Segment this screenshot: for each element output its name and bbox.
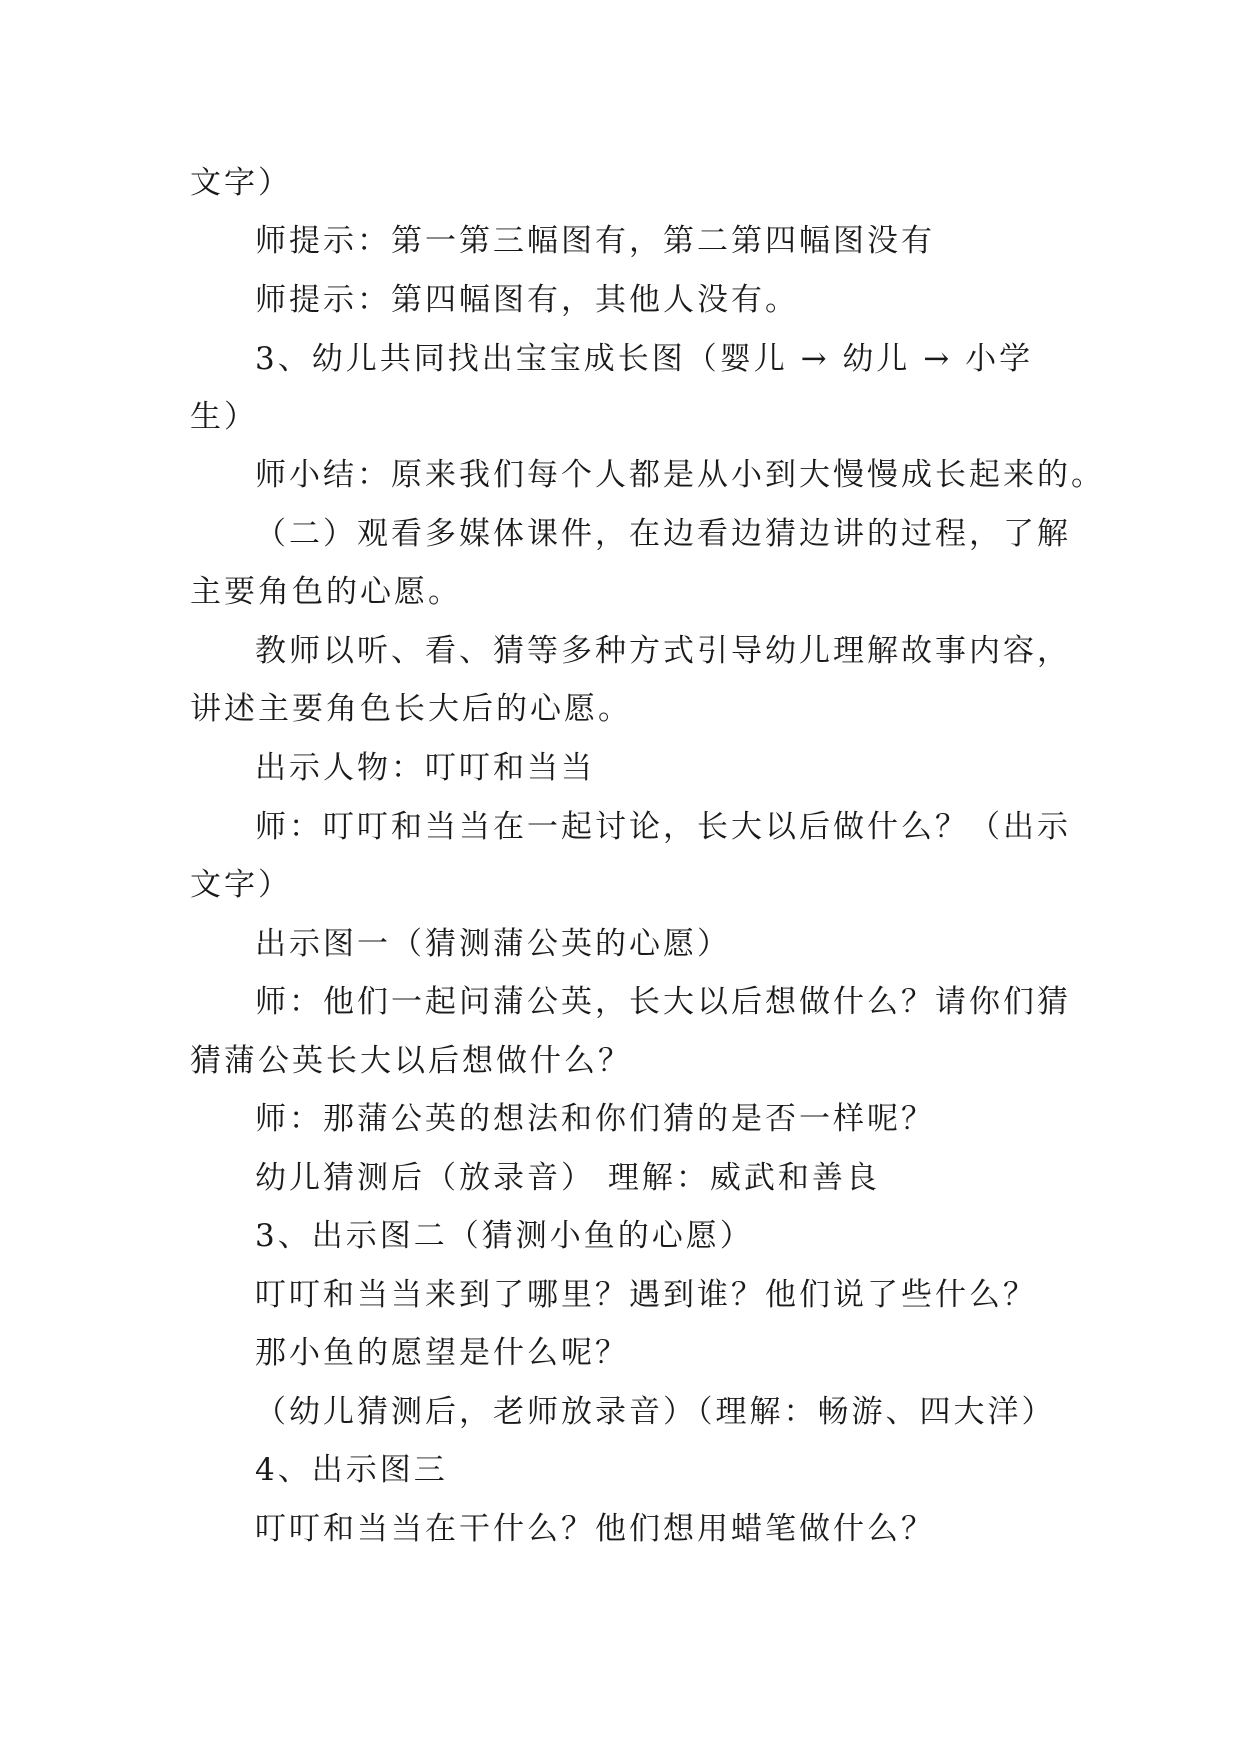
text-line: 4、出示图三 <box>255 1452 448 1488</box>
text-line: 叮叮和当当来到了哪里？遇到谁？他们说了些什么？ <box>255 1277 1037 1313</box>
text-line: 师提示：第四幅图有，其他人没有。 <box>255 282 799 318</box>
text-line: 那小鱼的愿望是什么呢？ <box>255 1335 629 1371</box>
text-line: 幼儿猜测后（放录音） 理解：威武和善良 <box>255 1160 880 1196</box>
text-line: 师：叮叮和当当在一起讨论，长大以后做什么？（出示 <box>255 809 1071 845</box>
text-line: 生） <box>190 399 258 435</box>
text-line: 主要角色的心愿。 <box>190 574 462 610</box>
text-line: 文字） <box>190 867 292 903</box>
text-line: 猜蒲公英长大以后想做什么？ <box>190 1043 632 1079</box>
text-line: 师提示：第一第三幅图有，第二第四幅图没有 <box>255 223 935 259</box>
text-line: 叮叮和当当在干什么？他们想用蜡笔做什么？ <box>255 1511 935 1547</box>
text-line: 3、出示图二（猜测小鱼的心愿） <box>255 1218 754 1254</box>
text-line: 师：那蒲公英的想法和你们猜的是否一样呢？ <box>255 1101 935 1137</box>
text-line: 师：他们一起问蒲公英，长大以后想做什么？请你们猜 <box>255 984 1071 1020</box>
text-line: （幼儿猜测后，老师放录音）（理解：畅游、四大洋） <box>255 1394 1056 1430</box>
text-line: 3、幼儿共同找出宝宝成长图（婴儿 → 幼儿 → 小学 <box>255 341 1034 377</box>
text-line: 文字） <box>190 165 292 201</box>
text-line: 出示图一（猜测蒲公英的心愿） <box>255 926 731 962</box>
text-line: 出示人物：叮叮和当当 <box>255 750 595 786</box>
text-line: （二）观看多媒体课件，在边看边猜边讲的过程，了解 <box>255 516 1071 552</box>
text-line: 教师以听、看、猜等多种方式引导幼儿理解故事内容， <box>255 633 1071 669</box>
text-line: 师小结：原来我们每个人都是从小到大慢慢成长起来的。 <box>255 457 1105 493</box>
text-line: 讲述主要角色长大后的心愿。 <box>190 691 632 727</box>
